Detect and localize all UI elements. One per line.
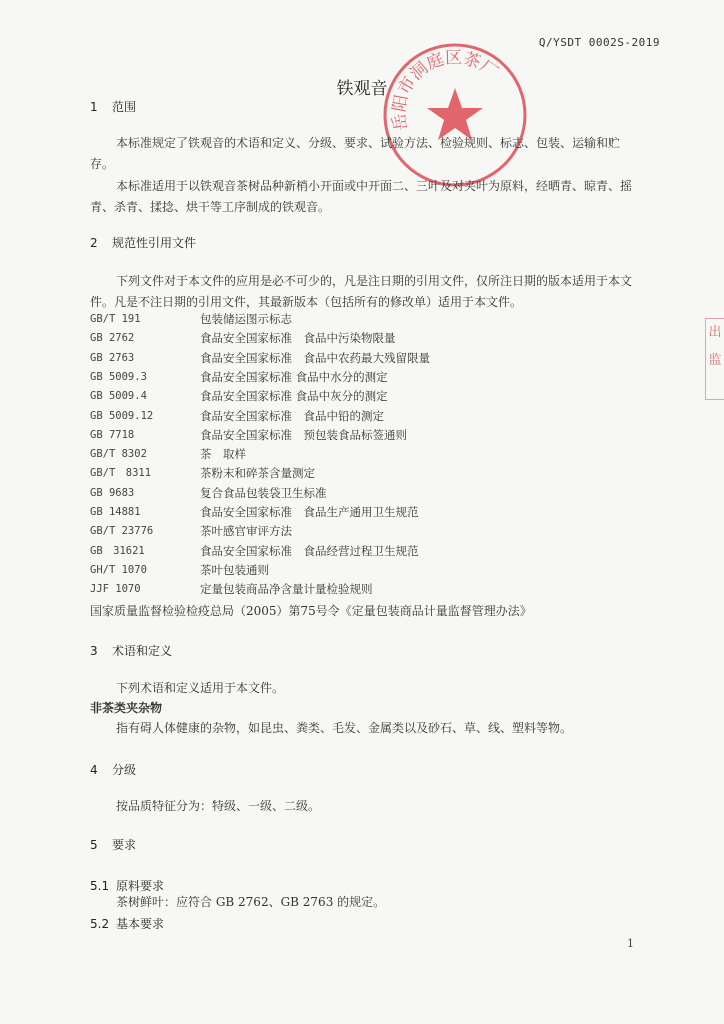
section-3-intro: 下列术语和定义适用于本文件。: [116, 681, 285, 695]
term-definition: 指有碍人体健康的杂物，如昆虫、粪类、毛发、金属类以及砂石、草、线、塑料等物。: [116, 721, 573, 735]
reference-title: 食品安全国家标准 食品中水分的测定: [200, 369, 388, 384]
reference-row: [90, 484, 650, 503]
reference-title: 复合食品包装袋卫生标准: [200, 485, 327, 500]
edge-char-1: 出: [708, 325, 722, 340]
section-2-intro: 下列文件对于本文件的应用是必不可少的，凡是注日期的引用文件，仅所注日期的版本适用于本文件。凡是不注日期的引用文件，其最新版本（包括所有的修改单）适用于本文件。: [90, 274, 633, 309]
svg-text:岳阳市洞庭区茶厂: 岳阳市洞庭区茶厂: [389, 48, 502, 133]
reference-code: JJF 1070: [90, 583, 141, 596]
reference-code: GB 5009.3: [90, 370, 147, 383]
reference-row: [90, 561, 650, 580]
reference-code: GB/T 8311: [90, 467, 152, 480]
reference-title: 包装储运图示标志: [200, 312, 292, 326]
reference-code: GB 14881: [90, 506, 141, 518]
reference-row: [90, 542, 650, 561]
section-3-heading: 3 术语和定义: [90, 644, 173, 658]
reference-row: [90, 426, 650, 445]
document-number: Q/YSDT 0002S-2019: [538, 36, 660, 49]
reference-row: [90, 522, 650, 541]
section-4-paragraph: 按品质特征分为：特级、一级、二级。: [116, 799, 321, 813]
section-5-1-heading: 5.1 原料要求: [90, 879, 165, 893]
document-title: 铁观音: [336, 79, 388, 99]
reference-code: GB 2762: [90, 332, 135, 345]
reference-row: [90, 310, 650, 329]
reference-code: GB 9683: [90, 486, 135, 499]
reference-title: 食品安全国家标准 食品经营过程卫生规范: [200, 543, 419, 558]
reference-code: GB 7718: [90, 428, 135, 441]
reference-code: GB 31621: [90, 544, 145, 557]
reference-title: 食品安全国家标准 食品中灰分的测定: [200, 389, 388, 404]
reference-row: [90, 580, 650, 599]
reference-code: GB 2763: [90, 351, 135, 364]
edge-char-2: 监: [708, 353, 722, 368]
reference-code: GB 5009.12: [90, 409, 154, 422]
reference-row: [90, 329, 650, 348]
section-1-paragraph-1: 本标准规定了铁观音的术语和定义、分级、要求、试验方法、检验规则、标志、包装、运输和贮存。: [90, 136, 621, 171]
reference-code: GB 5009.4: [90, 390, 147, 403]
reference-row: [90, 387, 650, 406]
section-4-heading: 4 分级: [90, 763, 137, 777]
reference-title: 茶叶包装通则: [200, 562, 269, 577]
reference-code: GH/T 1070: [90, 563, 147, 576]
term-heading: 非茶类夹杂物: [90, 701, 163, 715]
reference-title: 茶 取样: [200, 447, 246, 462]
reference-row: [90, 407, 650, 426]
reference-title: 食品安全国家标准 食品中污染物限量: [200, 331, 396, 346]
reference-code: GB/T 23776: [90, 525, 154, 538]
section-5-2-heading: 5.2 基本要求: [90, 917, 165, 931]
reference-row: [90, 368, 650, 387]
reference-title: 茶叶感官审评方法: [200, 524, 292, 539]
section-1-paragraph-2: 本标准适用于以铁观音茶树品种新梢小开面或中开面二、三叶及对夹叶为原料，经晒青、晾青、摇青、杀青、揉捻、烘干等工序制成的铁观音。: [90, 179, 633, 214]
section-1-heading: 1 范围: [90, 100, 137, 114]
reference-row: [90, 349, 650, 368]
section-5-heading: 5 要求: [90, 838, 137, 852]
reference-title: 茶粉末和碎茶含量测定: [200, 466, 315, 481]
reference-row: [90, 503, 650, 522]
reference-code: GB/T 8302: [90, 448, 147, 461]
reference-title: 食品安全国家标准 食品中农药最大残留限量: [200, 350, 430, 365]
decree-reference: 国家质量监督检验检疫总局（2005）第75号令《定量包装商品计量监督管理办法》: [90, 604, 532, 618]
reference-title: 食品安全国家标准 食品生产通用卫生规范: [200, 505, 419, 519]
page-number: 1: [627, 937, 634, 950]
reference-row: [90, 464, 650, 483]
reference-title: 定量包装商品净含量计量检验规则: [200, 582, 373, 597]
reference-title: 食品安全国家标准 食品中铅的测定: [200, 408, 384, 423]
reference-code: GB/T 191: [90, 313, 141, 325]
adjacent-page-edge: [705, 318, 724, 400]
section-5-1-paragraph: 茶树鲜叶：应符合 GB 2762、GB 2763 的规定。: [116, 895, 386, 909]
section-2-heading: 2 规范性引用文件: [90, 236, 197, 250]
reference-title: 食品安全国家标准 预包装食品标签通则: [200, 427, 407, 442]
reference-row: [90, 445, 650, 464]
